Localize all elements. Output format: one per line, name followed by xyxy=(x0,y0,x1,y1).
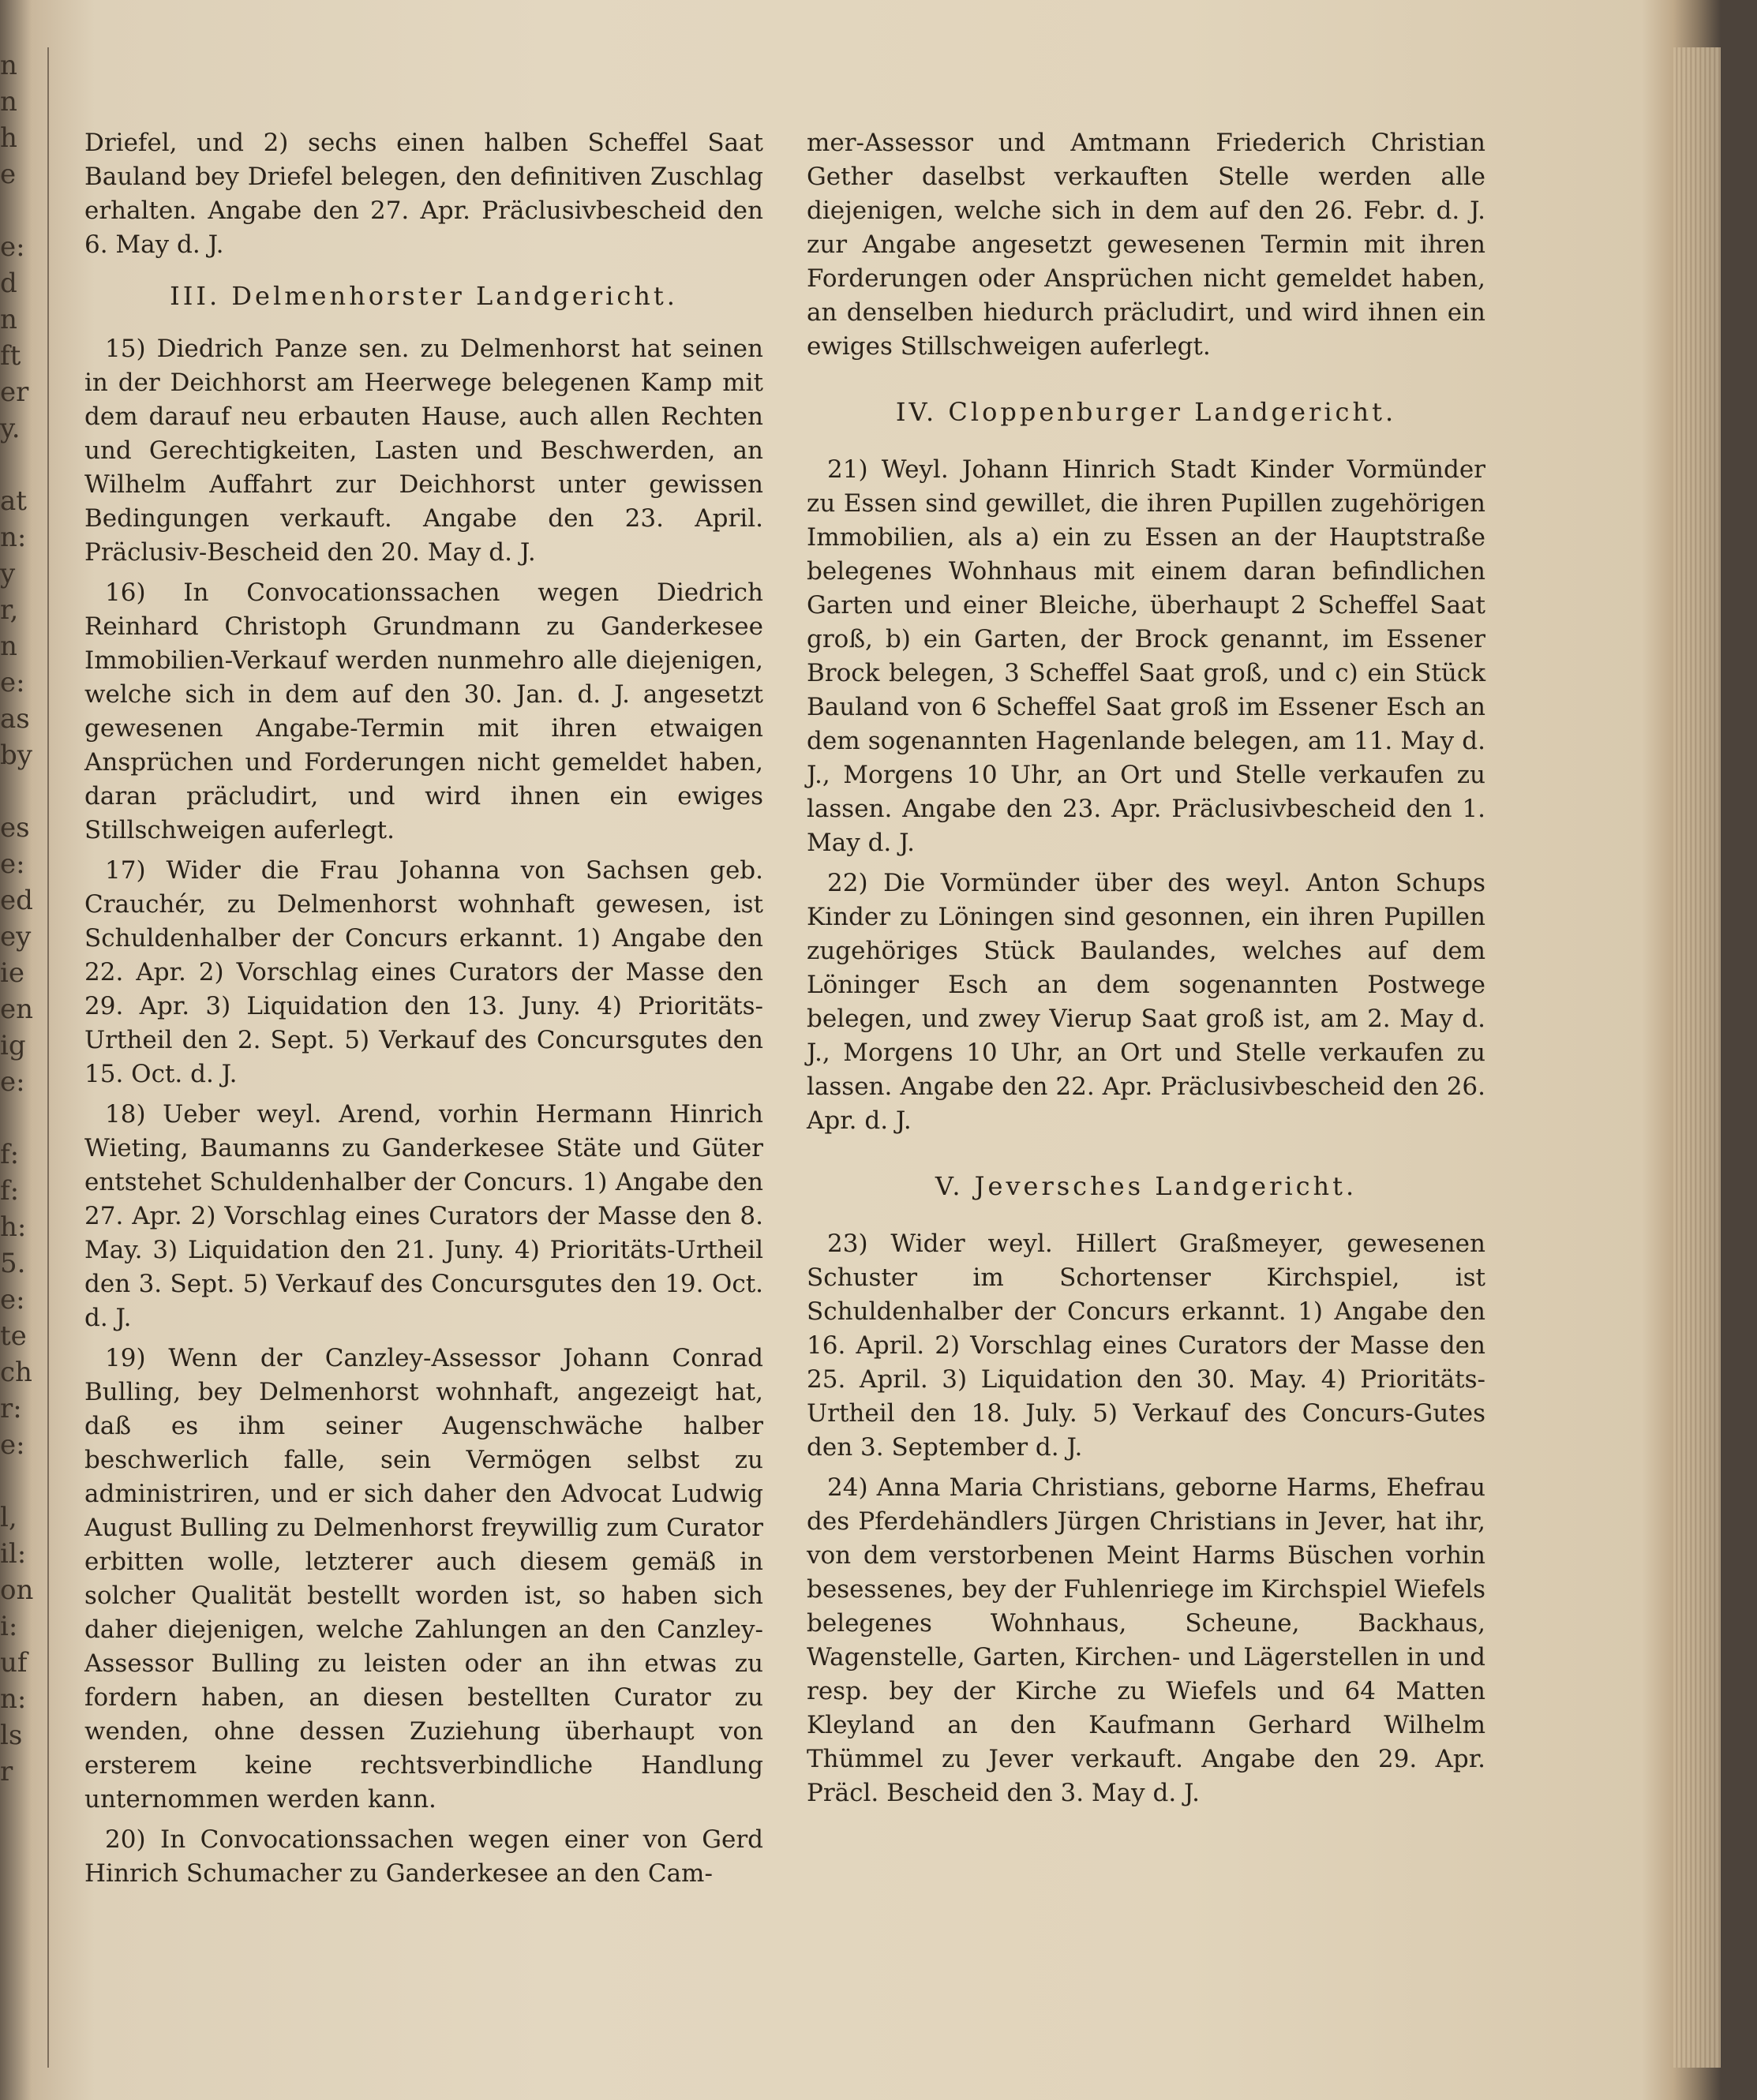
margin-fragment: n xyxy=(0,86,17,118)
page xyxy=(47,47,1675,2068)
margin-fragment: uf xyxy=(0,1647,28,1679)
margin-fragment: y xyxy=(0,558,16,590)
margin-fragment: on xyxy=(0,1574,34,1606)
section-title-delmenhorst: III. Delmenhorster Landgericht. xyxy=(170,281,678,311)
left-column xyxy=(84,126,763,1897)
entry-15: 15) Diedrich Panze sen. zu Delmenhorst hat seinen in der Deichhorst am Heerwege belegenen Kamp mit dem darauf neu erbauten Hause, auch allen Rechten und Gerechtigkeiten, Lasten und Beschwerden, an Wilhelm Auffahrt zur Deichhorst unter gewissen Bedingungen verkauft. Angabe den 23. April. Präclusiv-Bescheid den 20. May d. J. xyxy=(84,335,763,567)
margin-fragment: er xyxy=(0,376,29,408)
margin-fragment: y. xyxy=(0,413,21,444)
continuation-paragraph: mer-Assessor und Amtmann Friederich Christian Gether daselbst verkauften Stelle werden alle diejenigen, welche sich in dem auf den 26. Febr. d. J. zur Angabe angesetzt gewesenen Termin mit ihren Forderungen oder Ansprüchen nicht gemeldet haben, an denselben hiedurch präcludirt, und wird ihnen ein ewiges Stillschweigen auferlegt. xyxy=(807,129,1485,361)
margin-fragment xyxy=(0,773,39,810)
margin-fragment: n xyxy=(0,631,17,662)
section-title-jever: V. Jeversches Landgericht. xyxy=(935,1171,1358,1201)
opening-paragraph: Driefel, und 2) sechs einen halben Scheffel Saat Bauland bey Driefel belegen, den definitiven Zuschlag erhalten. Angabe den 27. Apr. Präclusivbescheid den 6. May d. J. xyxy=(84,129,763,259)
margin-fragment: d xyxy=(0,268,17,299)
entry-20: 20) In Convocationssachen wegen einer von Gerd Hinrich Schumacher zu Ganderkesee an den Cam- xyxy=(84,1825,763,1888)
margin-fragment: l, xyxy=(0,1502,17,1533)
margin-fragment: r: xyxy=(0,1393,22,1424)
margin-fragment: ed xyxy=(0,885,33,916)
margin-fragment: e xyxy=(0,159,17,190)
entry-21: 21) Weyl. Johann Hinrich Stadt Kinder Vormünder zu Essen sind gewillet, die ihren Pupillen zugehörigen Immobilien, als a) ein zu Essen an der Hauptstraße belegenes Wohnhaus mit einem daran befindlichen Garten und einer Bleiche, überhaupt 2 Scheffel Saat groß, b) ein Garten, der Brock genannt, im Essener Brock belegen, 3 Scheffel Saat groß, und c) ein Stück Bauland von 6 Scheffel Saat groß im Essener Esch an dem sogenannten Hagenlande belegen, am 11. May d. J., Morgens 10 Uhr, an Ort und Stelle verkaufen zu lassen. Angabe den 23. Apr. Präclusivbescheid den 1. May d. J. xyxy=(807,455,1485,857)
entry-19: 19) Wenn der Canzley-Assessor Johann Conrad Bulling, bey Delmenhorst wohnhaft, angezeigt hat, daß es ihm seiner Augenschwäche halber beschwerlich falle, sein Vermögen selbst zu administriren, und er sich daher den Advocat Ludwig August Bulling zu Delmenhorst freywillig zum Curator erbitten wolle, letzterer auch diesem gemäß in solcher Qualität bestellt worden ist, so haben sich daher diejenigen, welche Zahlungen an den Canzley-Assessor Bulling zu leisten oder an ihn etwas zu fordern haben, an diesen bestellten Curator zu wenden, ohne dessen Zuziehung überhaupt von ersterem keine rechtsverbindliche Handlung unternommen werden kann. xyxy=(84,1344,763,1814)
margin-fragment: n xyxy=(0,304,17,335)
margin-fragment: e: xyxy=(0,231,25,263)
margin-fragment xyxy=(0,193,39,229)
margin-fragment: en xyxy=(0,994,34,1025)
entry-17: 17) Wider die Frau Johanna von Sachsen geb. Crauchér, zu Delmenhorst wohnhaft gewesen, ist Schuldenhalber der Concurs erkannt. 1) Angabe den 22. Apr. 2) Vorschlag eines Curators der Masse den 29. Apr. 3) Liquidation den 13. Juny. 4) Prioritäts-Urtheil den 2. Sept. 5) Verkauf des Concursgutes den 15. Oct. d. J. xyxy=(84,856,763,1088)
margin-fragment: as xyxy=(0,703,30,735)
entry-23: 23) Wider weyl. Hillert Graßmeyer, gewesenen Schuster im Schortenser Kirchspiel, ist Schuldenhalber der Concurs erkannt. 1) Angabe den 16. April. 2) Vorschlag eines Curators der Masse den 25. April. 3) Liquidation den 30. May. 4) Prioritäts-Urtheil den 18. July. 5) Verkauf des Concurs-Gutes den 3. September d. J. xyxy=(807,1230,1485,1462)
margin-fragment: ft xyxy=(0,340,21,372)
margin-fragment: f: xyxy=(0,1175,20,1207)
margin-fragment: n: xyxy=(0,522,27,553)
margin-fragment: i: xyxy=(0,1611,18,1642)
margin-fragment: te xyxy=(0,1320,27,1352)
right-column xyxy=(807,126,1485,1817)
margin-fragment: f: xyxy=(0,1139,20,1170)
margin-fragment: ls xyxy=(0,1720,23,1751)
entry-22: 22) Die Vormünder über des weyl. Anton Schups Kinder zu Löningen sind gesonnen, ein ihren Pupillen zugehöriges Stück Baulandes, welches auf dem Löninger Esch an dem sogenannten Postwege belegen, und zwey Vierup Saat groß ist, am 2. May d. J., Morgens 10 Uhr, an Ort und Stelle verkaufen zu lassen. Angabe den 22. Apr. Präclusivbescheid den 26. Apr. d. J. xyxy=(807,869,1485,1135)
margin-fragment: e: xyxy=(0,667,25,698)
margin-fragment xyxy=(0,1463,39,1499)
margin-fragment: 5. xyxy=(0,1248,26,1279)
section-title-cloppenburg: IV. Cloppenburger Landgericht. xyxy=(895,397,1397,427)
margin-fragment: r xyxy=(0,1756,13,1787)
margin-fragment: by xyxy=(0,739,32,771)
margin-fragment: r, xyxy=(0,594,19,626)
margin-fragment: n xyxy=(0,50,17,81)
entry-16: 16) In Convocationssachen wegen Diedrich Reinhard Christoph Grundmann zu Ganderkesee Immobilien-Verkauf werden nunmehro alle diejenigen, welche sich in dem auf den 30. Jan. d. J. angesetzt gewesenen Angabe-Termin mit ihren etwaigen Ansprüchen und Forderungen nicht gemeldet haben, daran präcludirt, und wird ihnen ein ewiges Stillschweigen auferlegt. xyxy=(84,578,763,844)
margin-fragment: h: xyxy=(0,1211,27,1243)
entry-18: 18) Ueber weyl. Arend, vorhin Hermann Hinrich Wieting, Baumanns zu Ganderkesee Stäte und Güter entstehet Schuldenhalber der Concurs. 1) Angabe den 27. Apr. 2) Vorschlag eines Curators der Masse den 8. May. 3) Liquidation den 21. Juny. 4) Prioritäts-Urtheil den 3. Sept. 5) Verkauf des Concursgutes den 19. Oct. d. J. xyxy=(84,1100,763,1332)
page-edge xyxy=(1673,47,1721,2068)
margin-fragment: e: xyxy=(0,1284,25,1316)
margin-fragment: es xyxy=(0,812,30,844)
margin-fragment: h xyxy=(0,122,17,154)
margin-fragment: e: xyxy=(0,1066,25,1098)
previous-page-margin xyxy=(0,47,39,2068)
margin-fragment: ie xyxy=(0,957,24,989)
margin-fragment xyxy=(0,1100,39,1136)
margin-fragment xyxy=(0,447,39,483)
margin-fragment: ey xyxy=(0,921,32,953)
margin-fragment: ch xyxy=(0,1357,32,1388)
margin-fragment: il: xyxy=(0,1538,27,1570)
entry-24: 24) Anna Maria Christians, geborne Harms, Ehefrau des Pferdehändlers Jürgen Christians in Jever, hat ihr, von dem verstorbenen Meint Harms Büschen vorhin besessenes, bey der Fuhlenriege im Kirchspiel Wiefels belegenes Wohnhaus, Scheune, Backhaus, Wagenstelle, Garten, Kirchen- und Lägerstellen in und resp. bey der Kirche zu Wiefels und 64 Matten Kleyland an den Kaufmann Gerhard Wilhelm Thümmel zu Jever verkauft. Angabe den 29. Apr. Präcl. Bescheid den 3. May d. J. xyxy=(807,1473,1485,1807)
margin-fragment: at xyxy=(0,485,27,517)
margin-fragment: n: xyxy=(0,1683,27,1715)
margin-fragment: ig xyxy=(0,1030,26,1061)
margin-fragment: e: xyxy=(0,848,25,880)
margin-fragment: e: xyxy=(0,1429,25,1461)
